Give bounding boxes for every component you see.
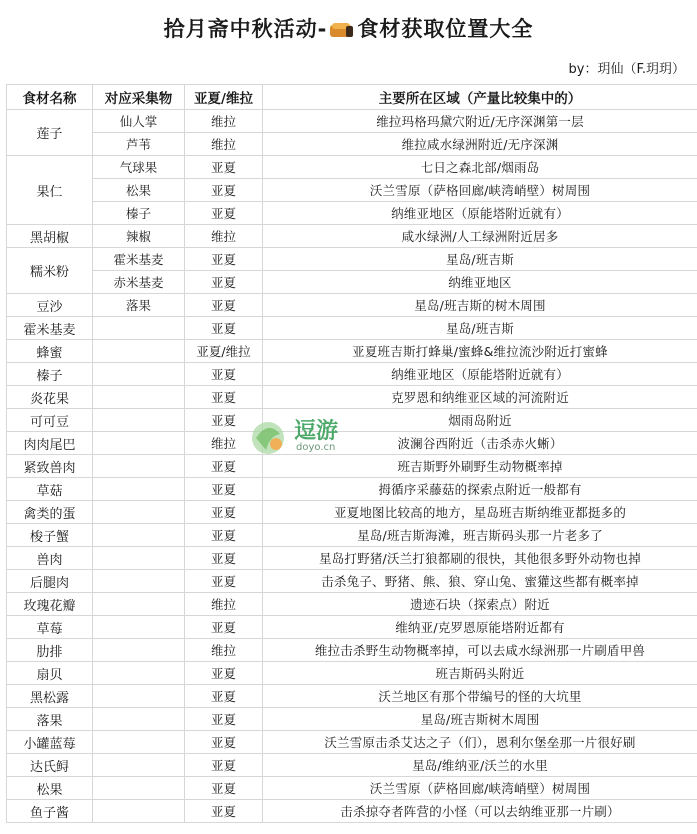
zone-cell: 亚夏 — [185, 547, 263, 570]
ingredient-name-cell: 禽类的蛋 — [7, 501, 93, 524]
gatherable-cell — [93, 662, 185, 685]
region-cell: 纳维亚地区（原能塔附近就有） — [263, 363, 697, 386]
ingredient-name-cell: 鱼子酱 — [7, 800, 93, 823]
table-row — [7, 133, 697, 156]
gatherable-cell — [93, 754, 185, 777]
table-row — [7, 593, 697, 616]
ingredient-name-cell: 草莓 — [7, 616, 93, 639]
ingredient-name-cell: 果仁 — [7, 156, 93, 225]
gatherable-cell: 落果 — [93, 294, 185, 317]
region-cell: 纳维亚地区（原能塔附近就有） — [263, 202, 697, 225]
table-row — [7, 685, 697, 708]
zone-cell: 亚夏 — [185, 685, 263, 708]
column-header-region: 主要所在区域（产量比较集中的） — [263, 85, 697, 110]
ingredient-name-cell: 可可豆 — [7, 409, 93, 432]
gatherable-cell — [93, 800, 185, 823]
ingredient-name-cell: 炎花果 — [7, 386, 93, 409]
zone-cell: 亚夏 — [185, 478, 263, 501]
zone-cell: 亚夏 — [185, 501, 263, 524]
zone-cell: 亚夏 — [185, 662, 263, 685]
leaf-logo-icon — [248, 416, 288, 456]
table-row — [7, 317, 697, 340]
gatherable-cell — [93, 340, 185, 363]
zone-cell: 亚夏 — [185, 731, 263, 754]
ingredient-name-cell: 黑松露 — [7, 685, 93, 708]
gatherable-cell: 辣椒 — [93, 225, 185, 248]
region-cell: 亚夏班吉斯打蜂巢/蜜蜂&维拉流沙附近打蜜蜂 — [263, 340, 697, 363]
table-row — [7, 294, 697, 317]
zone-cell: 亚夏 — [185, 616, 263, 639]
gatherable-cell — [93, 386, 185, 409]
ingredient-name-cell: 达氏鲟 — [7, 754, 93, 777]
zone-cell: 维拉 — [185, 593, 263, 616]
ingredient-name-cell: 糯米粉 — [7, 248, 93, 294]
region-cell: 七日之森北部/烟雨岛 — [263, 156, 697, 179]
zone-cell: 亚夏 — [185, 202, 263, 225]
gatherable-cell — [93, 524, 185, 547]
gatherable-cell: 赤米基麦 — [93, 271, 185, 294]
gatherable-cell — [93, 478, 185, 501]
zone-cell: 亚夏 — [185, 386, 263, 409]
table-row — [7, 202, 697, 225]
gatherable-cell — [93, 432, 185, 455]
ingredient-name-cell: 玫瑰花瓣 — [7, 593, 93, 616]
region-cell: 星岛/班吉斯 — [263, 248, 697, 271]
ingredient-name-cell: 肉肉尾巴 — [7, 432, 93, 455]
region-cell: 沃兰雪原击杀艾达之子（们），恩利尔堡垒那一片很好刷 — [263, 731, 697, 754]
table-row — [7, 363, 697, 386]
region-cell: 咸水绿洲/人工绿洲附近居多 — [263, 225, 697, 248]
gatherable-cell — [93, 708, 185, 731]
gatherable-cell — [93, 570, 185, 593]
region-cell: 维拉击杀野生动物概率掉，可以去咸水绿洲那一片刷盾甲兽 — [263, 639, 697, 662]
zone-cell: 亚夏 — [185, 294, 263, 317]
ingredient-name-cell: 后腿肉 — [7, 570, 93, 593]
gatherable-cell — [93, 501, 185, 524]
table-body — [7, 110, 697, 823]
table-row — [7, 777, 697, 800]
gatherable-cell: 气球果 — [93, 156, 185, 179]
ingredient-name-cell: 扇贝 — [7, 662, 93, 685]
region-cell: 沃兰地区有那个带编号的怪的大坑里 — [263, 685, 697, 708]
region-cell: 克罗恩和纳维亚区域的河流附近 — [263, 386, 697, 409]
zone-cell: 维拉 — [185, 639, 263, 662]
table-row — [7, 616, 697, 639]
gatherable-cell: 仙人掌 — [93, 110, 185, 133]
table-row — [7, 547, 697, 570]
table-row — [7, 731, 697, 754]
table-row — [7, 156, 697, 179]
column-header-zone: 亚夏/维拉 — [185, 85, 263, 110]
gatherable-cell — [93, 547, 185, 570]
gatherable-cell: 榛子 — [93, 202, 185, 225]
zone-cell: 亚夏 — [185, 455, 263, 478]
table-row — [7, 271, 697, 294]
ingredient-name-cell: 榛子 — [7, 363, 93, 386]
region-cell: 烟雨岛附近 — [263, 409, 697, 432]
zone-cell: 亚夏 — [185, 524, 263, 547]
gatherable-cell — [93, 777, 185, 800]
zone-cell: 亚夏 — [185, 570, 263, 593]
table-row — [7, 248, 697, 271]
region-cell: 班吉斯野外刷野生动物概率掉 — [263, 455, 697, 478]
gatherable-cell — [93, 317, 185, 340]
zone-cell: 亚夏 — [185, 363, 263, 386]
gatherable-cell — [93, 616, 185, 639]
zone-cell: 亚夏 — [185, 754, 263, 777]
table-row — [7, 570, 697, 593]
zone-cell: 亚夏 — [185, 409, 263, 432]
zone-cell: 亚夏 — [185, 317, 263, 340]
table-row — [7, 179, 697, 202]
region-cell: 遗迹石块（探索点）附近 — [263, 593, 697, 616]
gatherable-cell: 芦苇 — [93, 133, 185, 156]
region-cell: 星岛/维纳亚/沃兰的水里 — [263, 754, 697, 777]
table-row — [7, 225, 697, 248]
table-row — [7, 800, 697, 823]
zone-cell: 亚夏 — [185, 271, 263, 294]
table-row — [7, 708, 697, 731]
ingredient-name-cell: 莲子 — [7, 110, 93, 156]
region-cell: 纳维亚地区 — [263, 271, 697, 294]
region-cell: 维拉咸水绿洲附近/无序深渊 — [263, 133, 697, 156]
gatherable-cell: 松果 — [93, 179, 185, 202]
watermark-brand: 逗游 — [294, 419, 339, 444]
gatherable-cell — [93, 731, 185, 754]
author-credit: by：玥仙（F.玥玥） — [568, 62, 685, 77]
region-cell: 班吉斯码头附近 — [263, 662, 697, 685]
table-row — [7, 386, 697, 409]
region-cell: 亚夏地图比较高的地方，星岛班吉斯纳维亚都挺多的 — [263, 501, 697, 524]
zone-cell: 亚夏 — [185, 800, 263, 823]
ingredient-name-cell: 豆沙 — [7, 294, 93, 317]
column-header-gatherable: 对应采集物 — [93, 85, 185, 110]
gatherable-cell — [93, 409, 185, 432]
table-row — [7, 639, 697, 662]
ingredient-name-cell: 落果 — [7, 708, 93, 731]
region-cell: 沃兰雪原（萨格回廊/峡湾峭壁）树周围 — [263, 179, 697, 202]
region-cell: 星岛打野猪/沃兰打狼都刷的很快，其他很多野外动物也掉 — [263, 547, 697, 570]
zone-cell: 维拉 — [185, 225, 263, 248]
gatherable-cell: 霍米基麦 — [93, 248, 185, 271]
region-cell: 击杀兔子、野猪、熊、狼、穿山兔、蜜獾这些都有概率掉 — [263, 570, 697, 593]
watermark-logo — [248, 412, 378, 462]
mooncake-icon — [329, 21, 355, 39]
region-cell: 维拉玛格玛黛穴附近/无序深渊第一层 — [263, 110, 697, 133]
zone-cell: 亚夏 — [185, 777, 263, 800]
table-row — [7, 501, 697, 524]
title-prefix: 拾月斋中秋活动- — [163, 17, 328, 41]
table-row — [7, 754, 697, 777]
ingredient-name-cell: 兽肉 — [7, 547, 93, 570]
gatherable-cell — [93, 639, 185, 662]
zone-cell: 维拉 — [185, 432, 263, 455]
ingredient-name-cell: 松果 — [7, 777, 93, 800]
zone-cell: 维拉 — [185, 110, 263, 133]
table-header-row — [7, 85, 697, 110]
zone-cell: 亚夏 — [185, 248, 263, 271]
region-cell: 星岛/班吉斯 — [263, 317, 697, 340]
region-cell: 拇循序采藤菇的探索点附近一般都有 — [263, 478, 697, 501]
zone-cell: 维拉 — [185, 133, 263, 156]
ingredient-name-cell: 小罐蓝莓 — [7, 731, 93, 754]
ingredient-name-cell: 黑胡椒 — [7, 225, 93, 248]
gatherable-cell — [93, 363, 185, 386]
table-row — [7, 110, 697, 133]
region-cell: 击杀掠夺者阵营的小怪（可以去纳维亚那一片刷） — [263, 800, 697, 823]
ingredient-name-cell: 蜂蜜 — [7, 340, 93, 363]
gatherable-cell — [93, 685, 185, 708]
gatherable-cell — [93, 455, 185, 478]
zone-cell: 亚夏 — [185, 179, 263, 202]
table-row — [7, 340, 697, 363]
region-cell: 波澜谷西附近（击杀赤火蜥） — [263, 432, 697, 455]
region-cell: 星岛/班吉斯海滩，班吉斯码头那一片老多了 — [263, 524, 697, 547]
region-cell: 沃兰雪原（萨格回廊/峡湾峭壁）树周围 — [263, 777, 697, 800]
ingredient-name-cell: 梭子蟹 — [7, 524, 93, 547]
page-title — [0, 8, 697, 50]
table-row — [7, 662, 697, 685]
ingredient-name-cell: 紧致兽肉 — [7, 455, 93, 478]
table-row — [7, 478, 697, 501]
zone-cell: 亚夏 — [185, 156, 263, 179]
region-cell: 星岛/班吉斯树木周围 — [263, 708, 697, 731]
ingredient-name-cell: 霍米基麦 — [7, 317, 93, 340]
zone-cell: 亚夏/维拉 — [185, 340, 263, 363]
column-header-ingredient: 食材名称 — [7, 85, 93, 110]
ingredient-name-cell: 肋排 — [7, 639, 93, 662]
watermark-domain: doyo.cn — [296, 442, 336, 453]
table-row — [7, 524, 697, 547]
zone-cell: 亚夏 — [185, 708, 263, 731]
ingredient-name-cell: 草菇 — [7, 478, 93, 501]
region-cell: 维纳亚/克罗恩原能塔附近都有 — [263, 616, 697, 639]
gatherable-cell — [93, 593, 185, 616]
title-suffix: 食材获取位置大全 — [357, 17, 534, 41]
region-cell: 星岛/班吉斯的树木周围 — [263, 294, 697, 317]
